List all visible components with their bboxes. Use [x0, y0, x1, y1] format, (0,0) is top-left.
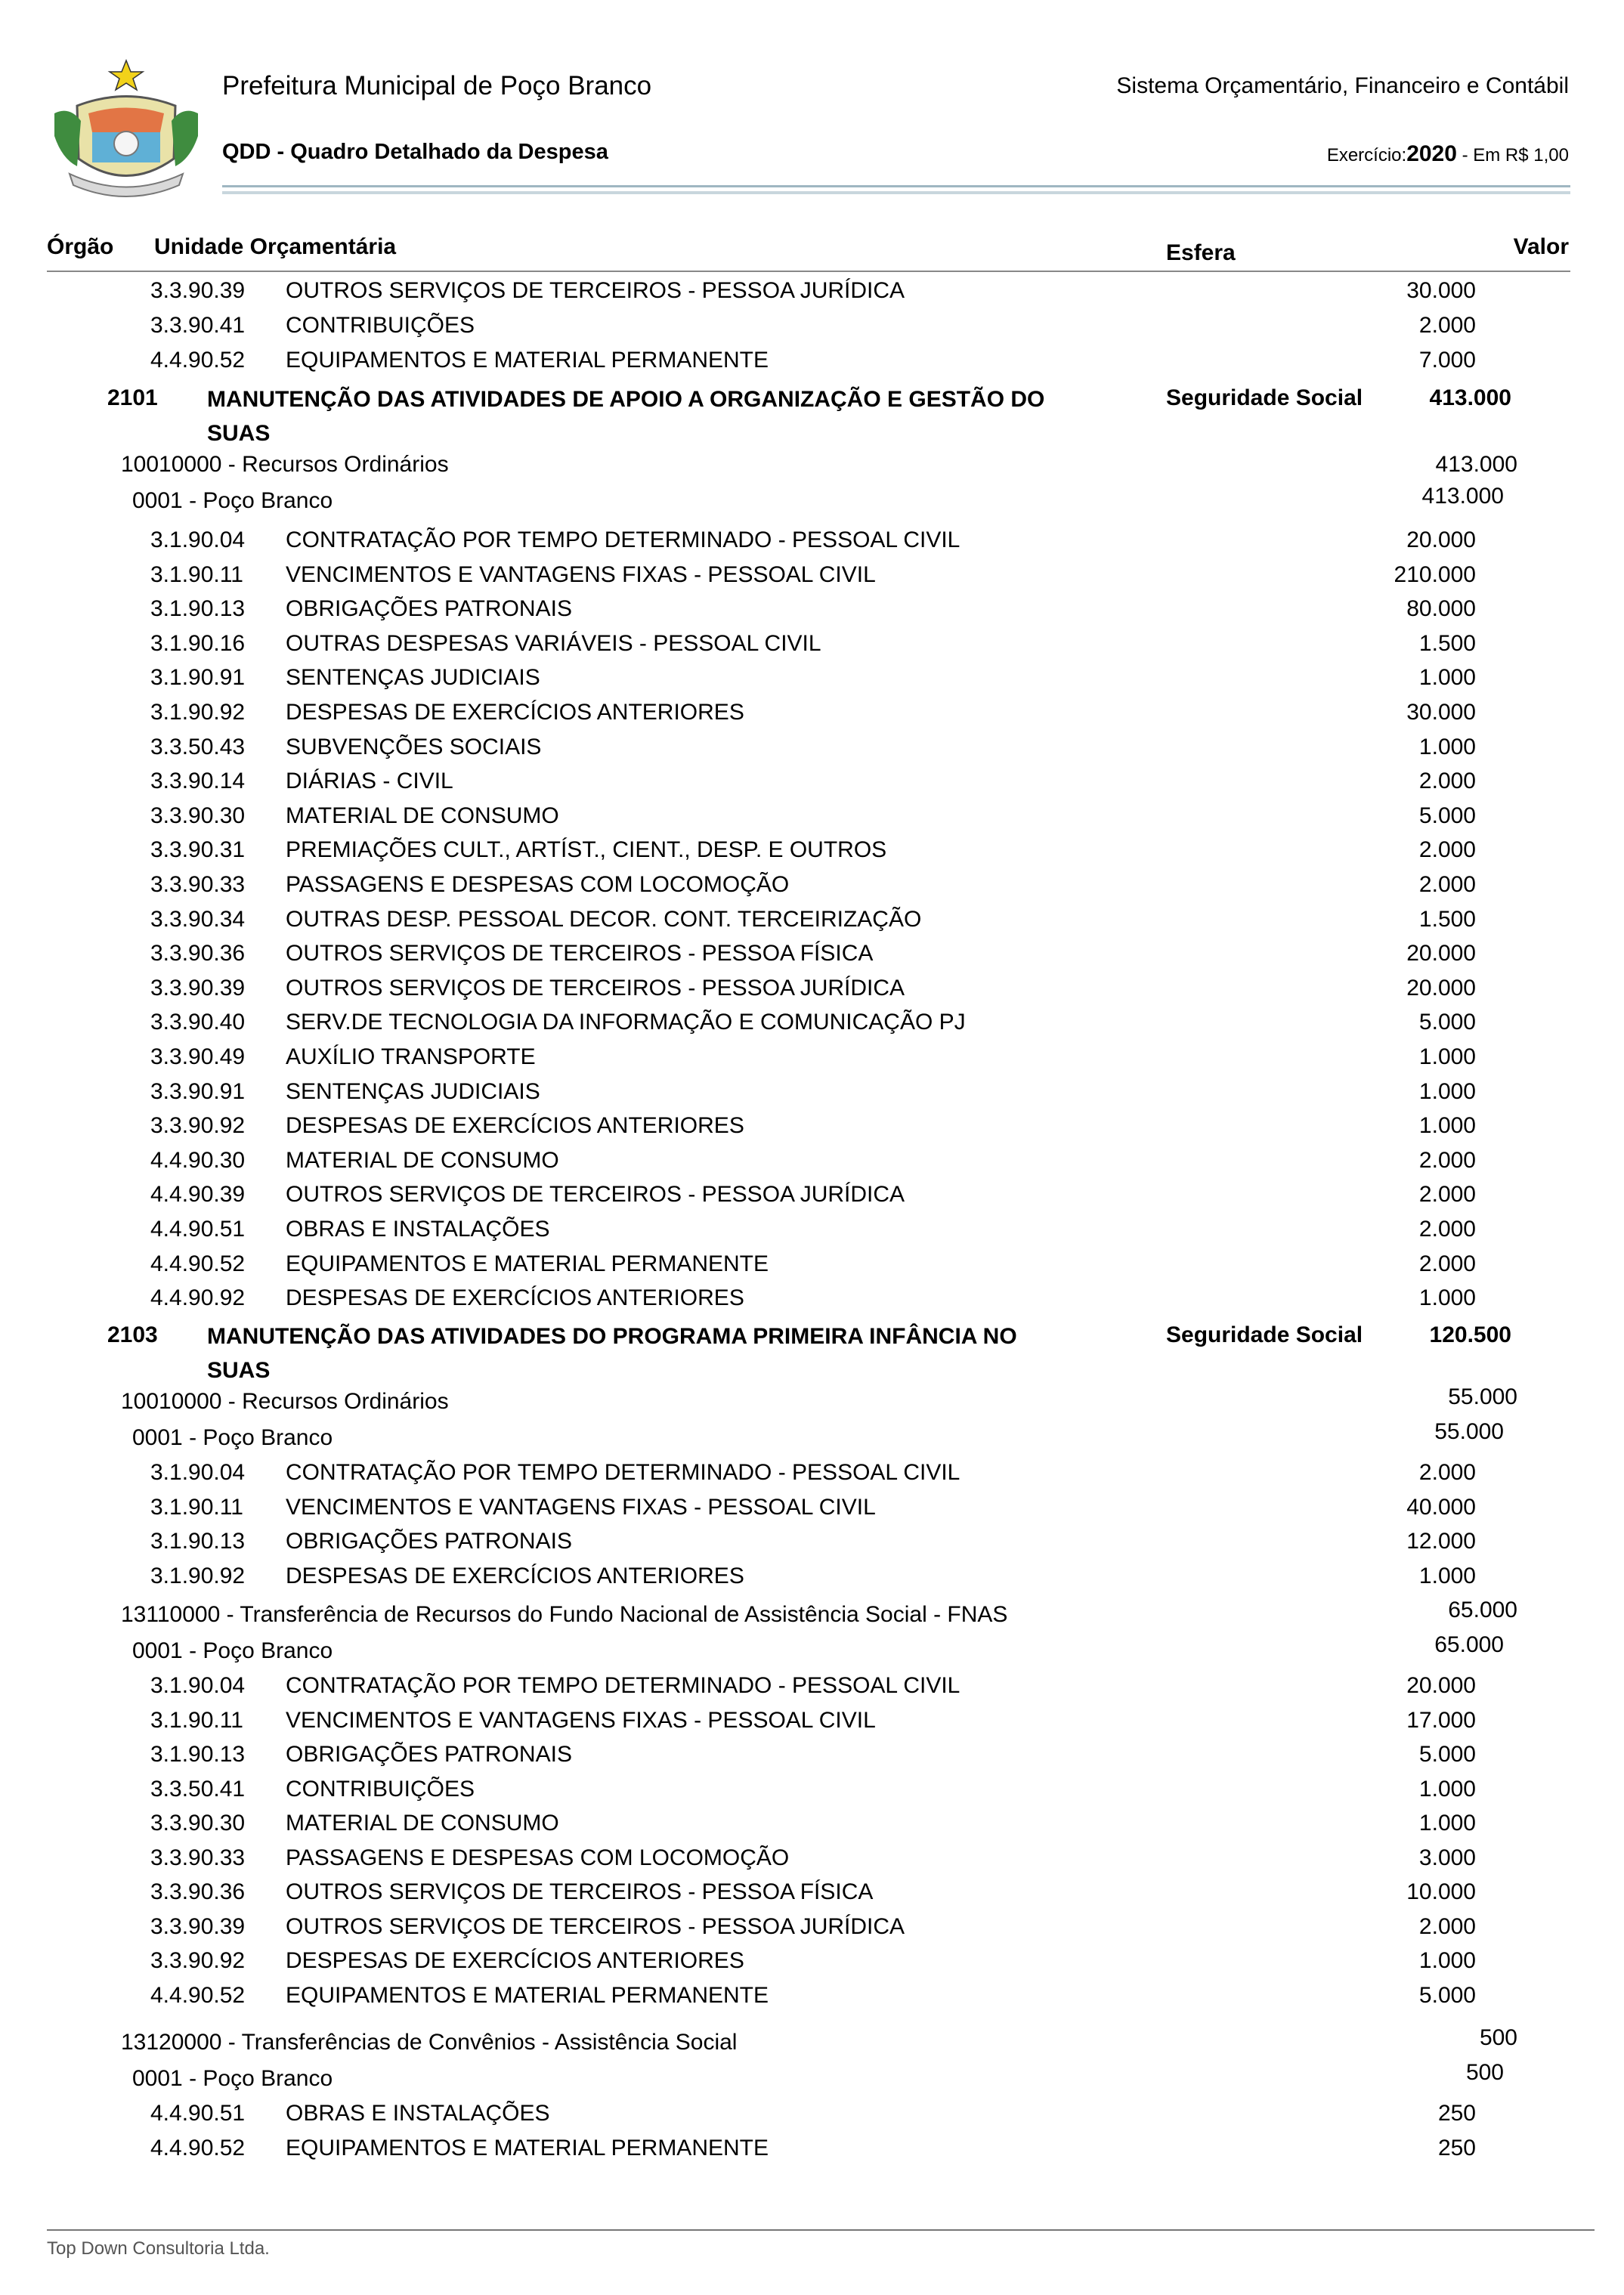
expense-value: 20.000: [1406, 975, 1476, 1001]
expense-code: 3.3.90.39: [150, 975, 246, 1001]
expense-value: 40.000: [1406, 1494, 1476, 1520]
expense-code: 3.3.90.49: [150, 1044, 246, 1069]
expense-description: OUTROS SERVIÇOS DE TERCEIROS - PESSOA FÍSICA: [286, 1879, 874, 1904]
expense-description: DESPESAS DE EXERCÍCIOS ANTERIORES: [286, 1285, 744, 1311]
page-title: Prefeitura Municipal de Poço Branco: [222, 71, 652, 101]
system-name: Sistema Orçamentário, Financeiro e Contábil: [1116, 73, 1569, 98]
action-esfera: Seguridade Social: [1166, 385, 1363, 410]
expense-value: 2.000: [1418, 1251, 1476, 1276]
resource-source-value: 413.000: [1435, 452, 1517, 477]
expense-code: 3.3.90.39: [150, 1913, 246, 1939]
expense-value: 1.000: [1418, 1113, 1476, 1139]
expense-value: 2.000: [1418, 1182, 1476, 1208]
exercise-year: 2020: [1406, 141, 1457, 166]
expense-value: 30.000: [1406, 278, 1476, 303]
expense-description: EQUIPAMENTOS E MATERIAL PERMANENTE: [286, 1982, 769, 2008]
expense-description: VENCIMENTOS E VANTAGENS FIXAS - PESSOAL CIVIL: [286, 1707, 876, 1733]
header-divider-shadow: [222, 191, 1570, 194]
expense-description: VENCIMENTOS E VANTAGENS FIXAS - PESSOAL CIVIL: [286, 1494, 876, 1520]
expense-code: 3.3.90.33: [150, 1845, 246, 1870]
exercise-separator: -: [1456, 145, 1474, 165]
expense-code: 3.3.90.39: [150, 278, 246, 303]
expense-value: 210.000: [1394, 561, 1476, 587]
expense-code: 4.4.90.39: [150, 1182, 246, 1208]
expense-description: EQUIPAMENTOS E MATERIAL PERMANENTE: [286, 2135, 769, 2160]
entity-value: 500: [1465, 2060, 1504, 2085]
expense-code: 3.1.90.91: [150, 665, 246, 691]
expense-code: 3.3.90.92: [150, 1113, 246, 1139]
expense-description: DESPESAS DE EXERCÍCIOS ANTERIORES: [286, 1113, 744, 1139]
report-subtitle: QDD - Quadro Detalhado da Despesa: [222, 140, 608, 164]
expense-code: 3.3.90.30: [150, 1811, 246, 1836]
exercise-label: Exercício:: [1326, 145, 1407, 165]
expense-value: 250: [1437, 2101, 1476, 2126]
expense-value: 2.000: [1418, 1147, 1476, 1173]
expense-description: OUTROS SERVIÇOS DE TERCEIROS - PESSOA JURÍDICA: [286, 1182, 905, 1208]
expense-code: 3.3.90.92: [150, 1948, 246, 1973]
expense-value: 20.000: [1406, 941, 1476, 967]
expense-description: AUXÍLIO TRANSPORTE: [286, 1044, 536, 1069]
expense-description: OBRIGAÇÕES PATRONAIS: [286, 596, 572, 622]
header-divider: [222, 185, 1570, 187]
expense-value: 5.000: [1418, 1982, 1476, 2008]
expense-description: DESPESAS DE EXERCÍCIOS ANTERIORES: [286, 700, 744, 725]
resource-source-value: 55.000: [1448, 1384, 1517, 1409]
expense-description: CONTRATAÇÃO POR TEMPO DETERMINADO - PESSOAL CIVIL: [286, 1460, 960, 1485]
expense-value: 5.000: [1418, 1010, 1476, 1035]
expense-description: OUTROS SERVIÇOS DE TERCEIROS - PESSOA JURÍDICA: [286, 278, 905, 303]
expense-code: 4.4.90.51: [150, 1217, 246, 1242]
resource-source-value: 500: [1479, 2025, 1517, 2050]
expense-value: 80.000: [1406, 596, 1476, 622]
expense-code: 3.3.90.33: [150, 872, 246, 897]
expense-code: 3.1.90.13: [150, 1529, 246, 1554]
column-header-valor: Valor: [1513, 234, 1569, 259]
expense-value: 1.000: [1418, 734, 1476, 759]
expense-description: PASSAGENS E DESPESAS COM LOCOMOÇÃO: [286, 872, 790, 897]
expense-code: 3.3.90.31: [150, 837, 246, 863]
expense-description: CONTRATAÇÃO POR TEMPO DETERMINADO - PESSOAL CIVIL: [286, 527, 960, 552]
expense-description: VENCIMENTOS E VANTAGENS FIXAS - PESSOAL CIVIL: [286, 561, 876, 587]
expense-description: MATERIAL DE CONSUMO: [286, 1811, 559, 1836]
expense-description: OBRAS E INSTALAÇÕES: [286, 1217, 550, 1242]
entity-name: 0001 - Poço Branco: [132, 1638, 333, 1663]
expense-value: 2.000: [1418, 1913, 1476, 1939]
expense-description: OBRAS E INSTALAÇÕES: [286, 2101, 550, 2126]
expense-description: OUTRAS DESPESAS VARIÁVEIS - PESSOAL CIVIL: [286, 630, 821, 656]
expense-description: MATERIAL DE CONSUMO: [286, 1147, 559, 1173]
action-code: 2101: [107, 385, 158, 410]
expense-value: 2.000: [1418, 837, 1476, 863]
expense-value: 2.000: [1418, 872, 1476, 897]
expense-description: OUTROS SERVIÇOS DE TERCEIROS - PESSOA JURÍDICA: [286, 975, 905, 1001]
expense-code: 3.3.50.41: [150, 1776, 246, 1802]
expense-description: CONTRATAÇÃO POR TEMPO DETERMINADO - PESSOAL CIVIL: [286, 1673, 960, 1698]
expense-code: 3.1.90.04: [150, 1673, 246, 1698]
expense-description: EQUIPAMENTOS E MATERIAL PERMANENTE: [286, 1251, 769, 1276]
expense-code: 3.3.90.40: [150, 1010, 246, 1035]
expense-code: 3.1.90.11: [150, 1707, 243, 1733]
expense-value: 20.000: [1406, 527, 1476, 552]
expense-value: 5.000: [1418, 1742, 1476, 1767]
expense-description: MATERIAL DE CONSUMO: [286, 803, 559, 828]
expense-code: 4.4.90.51: [150, 2101, 246, 2126]
expense-value: 1.000: [1418, 1811, 1476, 1836]
column-header-unidade: Unidade Orçamentária: [154, 234, 397, 259]
expense-value: 2.000: [1418, 1460, 1476, 1485]
entity-value: 65.000: [1434, 1632, 1504, 1657]
municipal-coat-of-arms-logo: [47, 60, 206, 204]
action-value: 120.500: [1429, 1322, 1511, 1347]
expense-value: 12.000: [1406, 1529, 1476, 1554]
expense-code: 4.4.90.92: [150, 1285, 246, 1311]
expense-description: PREMIAÇÕES CULT., ARTÍST., CIENT., DESP. E OUTROS: [286, 837, 887, 863]
column-header-orgao: Órgão: [47, 234, 114, 259]
resource-source-name: 10010000 - Recursos Ordinários: [121, 1389, 449, 1414]
resource-source-name: 10010000 - Recursos Ordinários: [121, 452, 449, 477]
expense-description: SERV.DE TECNOLOGIA DA INFORMAÇÃO E COMUNICAÇÃO PJ: [286, 1010, 966, 1035]
column-header-divider: [47, 271, 1570, 272]
expense-value: 1.000: [1418, 1948, 1476, 1973]
expense-code: 3.1.90.04: [150, 527, 246, 552]
expense-description: PASSAGENS E DESPESAS COM LOCOMOÇÃO: [286, 1845, 790, 1870]
expense-code: 3.1.90.11: [150, 1494, 243, 1520]
expense-code: 3.1.90.04: [150, 1460, 246, 1485]
footer-company: Top Down Consultoria Ltda.: [47, 2238, 270, 2259]
expense-value: 3.000: [1418, 1845, 1476, 1870]
entity-name: 0001 - Poço Branco: [132, 2066, 333, 2091]
expense-value: 1.000: [1418, 1078, 1476, 1104]
expense-description: SENTENÇAS JUDICIAIS: [286, 665, 540, 691]
entity-value: 413.000: [1421, 484, 1504, 509]
expense-code: 3.3.90.36: [150, 1879, 246, 1904]
expense-value: 250: [1437, 2135, 1476, 2160]
action-esfera: Seguridade Social: [1166, 1322, 1363, 1347]
expense-value: 1.000: [1418, 1285, 1476, 1311]
expense-value: 30.000: [1406, 700, 1476, 725]
expense-description: EQUIPAMENTOS E MATERIAL PERMANENTE: [286, 348, 769, 373]
expense-description: CONTRIBUIÇÕES: [286, 313, 475, 338]
expense-description: OUTRAS DESP. PESSOAL DECOR. CONT. TERCEIRIZAÇÃO: [286, 906, 922, 932]
expense-code: 3.1.90.11: [150, 561, 243, 587]
action-name: MANUTENÇÃO DAS ATIVIDADES DE APOIO A ORGANIZAÇÃO E GESTÃO DO SUAS: [207, 387, 1045, 446]
expense-code: 3.3.90.41: [150, 313, 246, 338]
expense-code: 3.3.50.43: [150, 734, 246, 759]
expense-code: 3.1.90.13: [150, 596, 246, 622]
expense-description: CONTRIBUIÇÕES: [286, 1776, 475, 1802]
expense-description: OUTROS SERVIÇOS DE TERCEIROS - PESSOA FÍSICA: [286, 941, 874, 967]
expense-code: 4.4.90.30: [150, 1147, 246, 1173]
expense-value: 1.000: [1418, 1776, 1476, 1802]
column-header-esfera: Esfera: [1166, 240, 1236, 265]
expense-value: 20.000: [1406, 1673, 1476, 1698]
expense-code: 4.4.90.52: [150, 1251, 246, 1276]
resource-source-name: 13120000 - Transferências de Convênios - Assistência Social: [121, 2030, 738, 2055]
action-value: 413.000: [1429, 385, 1511, 410]
expense-value: 2.000: [1418, 1217, 1476, 1242]
expense-description: DESPESAS DE EXERCÍCIOS ANTERIORES: [286, 1948, 744, 1973]
currency-note: Em R$ 1,00: [1473, 145, 1569, 165]
expense-value: 1.000: [1418, 1563, 1476, 1588]
resource-source-value: 65.000: [1448, 1598, 1517, 1622]
footer-divider: [47, 2229, 1595, 2231]
expense-code: 3.3.90.36: [150, 941, 246, 967]
expense-code: 4.4.90.52: [150, 348, 246, 373]
expense-code: 3.1.90.92: [150, 1563, 246, 1588]
expense-code: 3.3.90.91: [150, 1078, 246, 1104]
expense-description: SENTENÇAS JUDICIAIS: [286, 1078, 540, 1104]
entity-name: 0001 - Poço Branco: [132, 488, 333, 513]
expense-value: 1.500: [1418, 906, 1476, 932]
entity-name: 0001 - Poço Branco: [132, 1425, 333, 1450]
expense-code: 3.3.90.30: [150, 803, 246, 828]
expense-value: 7.000: [1418, 348, 1476, 373]
expense-value: 5.000: [1418, 803, 1476, 828]
action-code: 2103: [107, 1322, 158, 1347]
resource-source-name: 13110000 - Transferência de Recursos do Fundo Nacional de Assistência Social - FNAS: [121, 1602, 1008, 1627]
expense-code: 4.4.90.52: [150, 1982, 246, 2008]
expense-value: 2.000: [1418, 313, 1476, 338]
expense-description: DESPESAS DE EXERCÍCIOS ANTERIORES: [286, 1563, 744, 1588]
expense-value: 17.000: [1406, 1707, 1476, 1733]
entity-value: 55.000: [1434, 1419, 1504, 1444]
expense-code: 3.1.90.92: [150, 700, 246, 725]
expense-description: OUTROS SERVIÇOS DE TERCEIROS - PESSOA JURÍDICA: [286, 1913, 905, 1939]
expense-code: 3.3.90.14: [150, 769, 246, 794]
expense-value: 1.000: [1418, 1044, 1476, 1069]
expense-value: 10.000: [1406, 1879, 1476, 1904]
expense-code: 3.1.90.16: [150, 630, 246, 656]
action-name: MANUTENÇÃO DAS ATIVIDADES DO PROGRAMA PRIMEIRA INFÂNCIA NO SUAS: [207, 1324, 1017, 1383]
expense-description: SUBVENÇÕES SOCIAIS: [286, 734, 542, 759]
exercise-info: [1327, 141, 1569, 167]
expense-value: 1.000: [1418, 665, 1476, 691]
expense-code: 3.3.90.34: [150, 906, 246, 932]
expense-value: 1.500: [1418, 630, 1476, 656]
expense-value: 2.000: [1418, 769, 1476, 794]
expense-code: 3.1.90.13: [150, 1742, 246, 1767]
expense-description: OBRIGAÇÕES PATRONAIS: [286, 1742, 572, 1767]
expense-description: OBRIGAÇÕES PATRONAIS: [286, 1529, 572, 1554]
expense-description: DIÁRIAS - CIVIL: [286, 769, 453, 794]
expense-code: 4.4.90.52: [150, 2135, 246, 2160]
